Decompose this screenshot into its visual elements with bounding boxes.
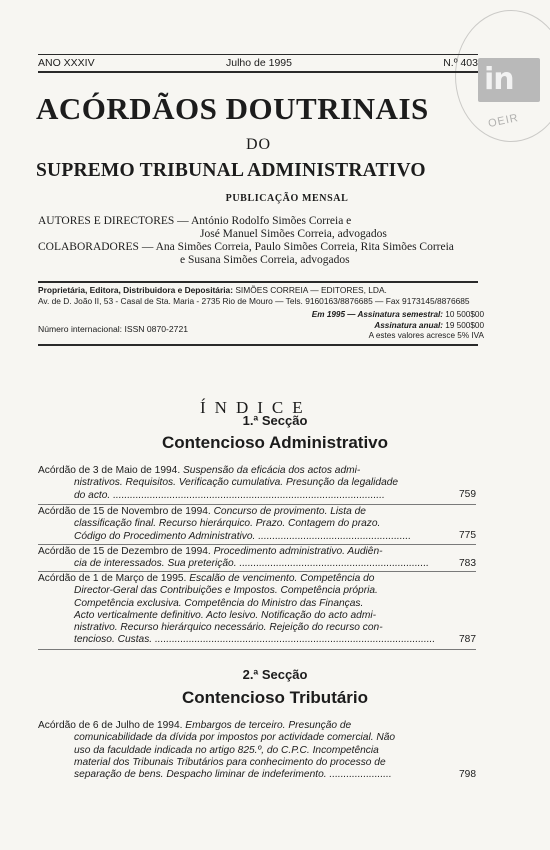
index-entry [38, 506, 476, 543]
index-entry [38, 546, 476, 571]
entry-page-number: 759 [459, 489, 476, 500]
collaborators-line-1: Ana Simões Correia, Paulo Simões Correia, Rita Simões Correia [155, 241, 454, 253]
entry-summary: cia de interessados. Sua preterição. ................................................................... [74, 558, 429, 570]
subscription-semestral-label: Em 1995 — Assinatura semestral: [311, 310, 444, 319]
entry-summary: Procedimento administrativo. Audiên- [213, 546, 383, 557]
entry-line [38, 769, 476, 781]
issue-header [38, 56, 478, 71]
entry-line [38, 477, 476, 489]
authors-line-1: António Rodolfo Simões Correia e [190, 215, 352, 227]
entry-summary: Competência exclusiva. Competência do Ministro das Finanças. [74, 597, 364, 609]
collaborators-line-2: e Susana Simões Correia, advogados [180, 254, 350, 266]
entry-line [38, 558, 476, 570]
subscription-vat-note: A estes valores acresce 5% IVA [368, 331, 484, 340]
entry-summary: Escalão de vencimento. Competência do [189, 573, 375, 584]
index-entry [38, 465, 476, 502]
section-2-title: Contencioso Tributário [181, 688, 369, 707]
entry-divider [38, 544, 476, 545]
entry-line [38, 720, 476, 732]
index-entry [38, 573, 476, 647]
entry-summary: Embargos de terceiro. Presunção de [185, 720, 352, 731]
publisher-address: Av. de D. João II, 53 - Casal de Sta. Maria - 2735 Rio de Mouro — Tels. 9160163/8876685 — Fax 9173145/8876685 [38, 296, 470, 306]
entry-summary: separação de bens. Despacho liminar de indeferimento. ...................... [74, 769, 392, 781]
entry-line [38, 490, 476, 502]
entry-summary: material dos Tribunais Tributários para conhecimento do processo de [74, 756, 386, 768]
issue-date: Julho de 1995 [226, 57, 292, 69]
volume-label: ANO XXXIV [38, 57, 95, 69]
subscription-semestral [312, 310, 484, 321]
journal-subtitle: SUPREMO TRIBUNAL ADMINISTRATIVO [36, 160, 426, 181]
entry-date: Acórdão de 15 de Novembro de 1994. [38, 506, 214, 517]
entry-line [38, 634, 476, 646]
entry-summary: classificação final. Recurso hierárquico. Prazo. Contagem do prazo. [74, 518, 381, 530]
entry-summary: Suspensão da eficácia dos actos admi- [183, 465, 361, 476]
entry-line [38, 506, 476, 518]
entry-line [38, 546, 476, 558]
entry-summary: comunicabilidade da dívida por impostos por actividade comercial. Não [74, 732, 396, 744]
entry-page-number: 798 [459, 769, 476, 780]
publisher-name: SIMÕES CORREIA — EDITORES, LDA. [235, 285, 387, 295]
subscription-annual-value: 19 500$00 [445, 320, 484, 330]
authors-label: AUTORES E DIRECTORES — [38, 215, 189, 227]
issue-number: N.º 403 [443, 57, 478, 69]
entry-line [38, 531, 476, 543]
entry-page-number: 783 [459, 558, 476, 569]
publisher-logo [478, 58, 540, 102]
entry-summary: nistrativos. Requisitos. Verificação cumulativa. Presunção da legalidade [74, 477, 399, 489]
index-entry [38, 720, 476, 782]
publisher-row [38, 285, 484, 296]
subscription-annual [312, 321, 484, 332]
section-1-title: Contencioso Administrativo [161, 433, 389, 452]
entry-page-number: 775 [459, 530, 476, 541]
entry-line [38, 585, 476, 597]
issn-number: Número internacional: ISSN 0870-2721 [38, 324, 189, 334]
entry-summary: Acto verticalmente definitivo. Acto lesivo. Notificação do acto admi- [74, 609, 376, 621]
entry-date: Acórdão de 3 de Maio de 1994. [38, 465, 183, 476]
entry-line [38, 518, 476, 530]
subscription-annual-label: Assinatura anual: [374, 320, 444, 330]
entry-summary: tencioso. Custas. ................................................................................................... [74, 634, 436, 646]
entry-summary: Concurso de provimento. Lista de [213, 506, 366, 517]
entry-date: Acórdão de 6 de Julho de 1994. [38, 720, 186, 731]
entry-page-number: 787 [459, 634, 476, 645]
logo-text: in [484, 62, 514, 97]
index-heading: ÍNDICE [200, 398, 312, 417]
subscription-block [312, 310, 484, 342]
entry-date: Acórdão de 15 de Dezembro de 1994. [38, 546, 214, 557]
header-rule [38, 71, 478, 73]
publisher-block [38, 285, 484, 307]
collaborators-row [38, 241, 478, 254]
entry-line [38, 622, 476, 634]
authors-line-2: José Manuel Simões Correia, advogados [200, 228, 387, 240]
collaborators-label: COLABORADORES — [38, 241, 154, 253]
top-rule [38, 54, 478, 55]
entry-line [38, 732, 476, 744]
publisher-label: Proprietária, Editora, Distribuidora e Depositária: [38, 285, 233, 295]
entry-summary: nistrativo. Recurso hierárquico necessário. Rejeição do recurso con- [74, 622, 383, 634]
credits-block [38, 215, 478, 267]
entry-line [38, 573, 476, 585]
journal-title-connector: DO [246, 136, 272, 153]
entry-divider [38, 649, 476, 650]
entry-divider [38, 504, 476, 505]
entry-line [38, 610, 476, 622]
entry-summary: uso da faculdade indicada no artigo 825.º, do C.P.C. Incompetência [74, 744, 379, 756]
section-2-number: 2.ª Secção [242, 667, 308, 682]
entry-line [38, 598, 476, 610]
masthead-bottom-rule [38, 344, 478, 346]
entry-line [38, 757, 476, 769]
authors-row [38, 215, 478, 228]
stamp-text: OEIR [487, 111, 520, 131]
entry-divider [38, 571, 476, 572]
entry-summary: Código do Procedimento Administrativo. ...................................................... [74, 530, 412, 542]
subscription-semestral-value: 10 500$00 [445, 310, 484, 319]
entry-line [38, 465, 476, 477]
journal-title: ACÓRDÃOS DOUTRINAIS [36, 91, 429, 126]
entry-line [38, 745, 476, 757]
entry-summary: do acto. ................................................................................................ [74, 489, 385, 501]
entry-date: Acórdão de 1 de Março de 1995. [38, 573, 190, 584]
credits-rule [38, 281, 478, 283]
publication-frequency: PUBLICAÇÃO MENSAL [225, 193, 349, 204]
section-1-number: 1.ª Secção [242, 413, 308, 428]
entry-summary: Director-Geral das Contribuições e Impostos. Competência própria. [74, 585, 378, 597]
